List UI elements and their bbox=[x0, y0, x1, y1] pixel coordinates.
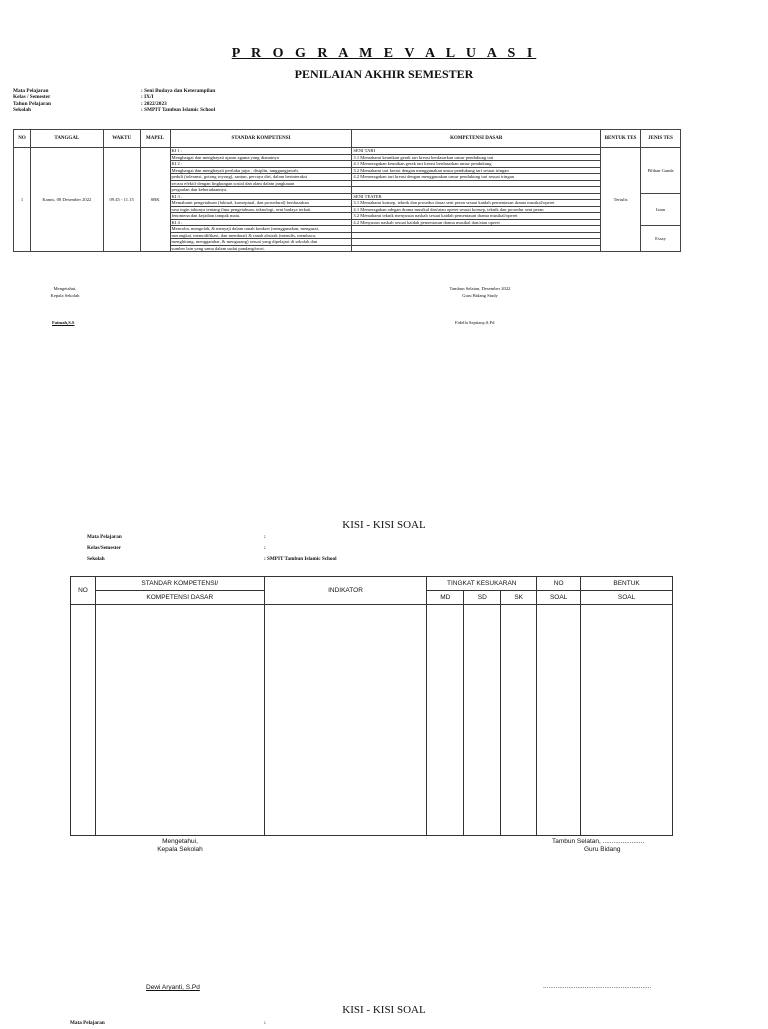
signature-right-line1: Tambun Selatan, Desember 2022 bbox=[449, 286, 511, 291]
header-waktu: WAKTU bbox=[103, 130, 140, 148]
meta-label: Sekolah bbox=[13, 107, 31, 114]
signature-right-name: Fidella Septiany,S.Pd bbox=[455, 320, 495, 325]
kd-line: SENI TARI bbox=[352, 148, 601, 155]
cell-jenis-isian: Isian bbox=[641, 193, 681, 226]
sk-line: Mencoba, mengolah, & menyaji dalam ranah konkret (menggunakan, mengurai, bbox=[170, 226, 352, 233]
header-tanggal: TANGGAL bbox=[30, 130, 103, 148]
header-kompetensi-dasar: KOMPETENSI DASAR bbox=[352, 130, 601, 148]
sk-line: secara efektif dengan lingkungan sosial dan alam dalam jangkauan bbox=[170, 180, 352, 187]
kisi-meta-value: : bbox=[264, 534, 266, 540]
kisi-header-md: MD bbox=[427, 591, 464, 605]
evaluation-header-row bbox=[14, 130, 681, 148]
header-standar-kompetensi: STANDAR KOMPETENSI bbox=[170, 130, 352, 148]
kd-line: 4.2 Menyusun naskah sesuai kaidah pementasan drama musikal dan/atau operet bbox=[352, 219, 601, 226]
kisi-signature-left-line2: Kepala Sekolah bbox=[157, 846, 203, 853]
sk-line: Menghargai dan menghayati perilaku jujur , disiplin, tanggungjawab, bbox=[170, 167, 352, 174]
sk-line: Memahami pengetahuan (faktual, konseptual, dan prosedural) berdasarkan bbox=[170, 200, 352, 207]
kd-line: 3.2 Memahami teknik menyusun naskah sesuai kaidah pementasan drama musikal/operet bbox=[352, 213, 601, 220]
kd-line: 4.2 Memeragakan tari kreasi dengan menggunakan unsur pendukung tari sesuai iringan bbox=[352, 174, 601, 181]
kd-line: 4.1 Memeragakan keunikan gerak tari kreasi berdasarkan unsur pendukung bbox=[352, 161, 601, 168]
kisi-header-no: NO bbox=[71, 577, 96, 605]
kisi-title: KISI - KISI SOAL bbox=[342, 519, 426, 531]
kd-line: 4.1 Memeragakan adegan drama musikal dan/atau operet sesuai konsep, teknik dan prosedur seni peran bbox=[352, 206, 601, 213]
kisi-meta-2-label: Mata Pelajaran bbox=[70, 1020, 105, 1026]
signature-right-line2: Guru Bidang Study bbox=[462, 293, 498, 298]
kisi-header-no-soal1: NO bbox=[537, 577, 581, 591]
signature-right bbox=[420, 285, 540, 299]
kisi-empty-row bbox=[71, 605, 673, 836]
page-title: P R O G R A M E V A L U A S I bbox=[231, 46, 537, 61]
kisi-meta-value: : SMPIT Tambun Islamic School bbox=[264, 556, 337, 562]
kisi-signature-right-line1: Tambun Selatan, ....................... bbox=[552, 838, 645, 845]
kisi-meta-label: Sekolah bbox=[87, 556, 105, 562]
kisi-signature-left-name: Dewi Aryanti, S.Pd bbox=[146, 984, 200, 991]
cell-no: 1 bbox=[14, 148, 31, 252]
kisi-header-indikator: INDIKATOR bbox=[264, 577, 427, 605]
signature-left-line2: Kepala Sekolah bbox=[50, 293, 80, 298]
kisi-header-sd: SD bbox=[464, 591, 501, 605]
header-no: NO bbox=[14, 130, 31, 148]
sk-line: sumber lain yang sama dalam sudut pandang/teori. bbox=[170, 245, 352, 252]
kisi-table bbox=[70, 576, 673, 836]
cell-mapel: SBK bbox=[140, 148, 170, 252]
meta-label: Mata Pelajaran bbox=[13, 88, 49, 94]
sk-line: Menghargai dan menghayati ajaran agama yang dianutnya bbox=[170, 154, 352, 161]
sk-line: menghitung, menggambar, & mengarang) sesuai yang dipelajari di sekolah dan bbox=[170, 239, 352, 246]
kisi-signature-right bbox=[552, 838, 672, 854]
kisi-header-sk: SK bbox=[501, 591, 537, 605]
cell-jenis-essay: Essay bbox=[641, 226, 681, 252]
meta-value: : IX/I bbox=[141, 94, 154, 101]
meta-value: : Seni Budaya dan Keterampilan bbox=[141, 88, 216, 94]
meta-label: Kelas / Semester bbox=[13, 94, 51, 101]
kisi-signature-right-name: ............................................................ bbox=[543, 983, 652, 990]
sk-line: fenomena dan kejadian tampak mata. bbox=[170, 213, 352, 220]
signature-left bbox=[30, 285, 100, 299]
sk-line: KI 3 : bbox=[170, 193, 352, 200]
kd-line: 3.1 Memahami konsep, teknik dan prosedur dasar seni peran sesuai kaidah pementasan drama musikal/operet bbox=[352, 200, 601, 207]
kisi-meta-block bbox=[87, 532, 337, 565]
kisi-meta-2-value: : bbox=[264, 1020, 266, 1026]
kisi-header-sk2: KOMPETENSI DASAR bbox=[95, 591, 264, 605]
kisi-meta-label: Kelas/Semester bbox=[87, 545, 121, 551]
header-jenis-tes: JENIS TES bbox=[641, 130, 681, 148]
sk-line: merangkai, memodifikasi, dan membuat) & ranah abstrak (menulis, membaca, bbox=[170, 232, 352, 239]
kd-line: SENI TEATER bbox=[352, 193, 601, 200]
sk-line: pergaulan dan keberadaannya. bbox=[170, 187, 352, 194]
header-mapel: MAPEL bbox=[140, 130, 170, 148]
signature-left-name: Faimah,S.S bbox=[52, 320, 75, 325]
sk-line: rasa ingin tahunya tentang ilmu pengetahuan, teknologi, seni budaya terkait bbox=[170, 206, 352, 213]
kisi-header-bentuk1: BENTUK bbox=[581, 577, 673, 591]
cell-bentuk-tes: Tertulis bbox=[601, 148, 641, 252]
sk-line: KI 2 : bbox=[170, 161, 352, 168]
kd-line: 3.1 Memahami keunikan gerak tari kreasi berdasarkan unsur pendukung tari bbox=[352, 154, 601, 161]
kisi-signature-left-line1: Mengetahui, bbox=[162, 838, 198, 845]
meta-block bbox=[13, 88, 215, 114]
page-subtitle: PENILAIAN AKHIR SEMESTER bbox=[294, 67, 474, 81]
cell-tanggal: Kamis, 08 Desember 2022 bbox=[30, 148, 103, 252]
kisi-meta-value: : bbox=[264, 545, 266, 551]
kisi-meta-label: Mata Pelajaran bbox=[87, 534, 122, 540]
signature-left-line1: Mengetahui, bbox=[53, 286, 77, 291]
kisi-header-tingkat: TINGKAT KESUKARAN bbox=[427, 577, 537, 591]
kisi-signature-left bbox=[140, 838, 220, 854]
meta-value: : SMPIT Tambun Islamic School bbox=[141, 107, 216, 114]
kisi-header-no-soal2: SOAL bbox=[537, 591, 581, 605]
evaluation-table bbox=[13, 129, 681, 252]
sk-line: peduli (toleransi, gotong royong), santun, percaya diri, dalam berinteraksi bbox=[170, 174, 352, 181]
kd-line: 3.2 Memahami tari kreasi dengan menggunakan unsur pendukung tari sesuai iringan bbox=[352, 167, 601, 174]
meta-label: Tahun Pelajaran bbox=[13, 100, 51, 107]
meta-value: : 2022/2023 bbox=[141, 100, 167, 107]
kisi-signature-right-line2: Guru Bidang bbox=[584, 846, 621, 853]
kisi-title-2: KISI - KISI SOAL bbox=[342, 1004, 426, 1016]
cell-waktu: 09.45 - 11.15 bbox=[103, 148, 140, 252]
header-bentuk-tes: BENTUK TES bbox=[601, 130, 641, 148]
sk-line: KI 1 : bbox=[170, 148, 352, 155]
kisi-header-bentuk2: SOAL bbox=[581, 591, 673, 605]
kd-line bbox=[352, 245, 601, 252]
kisi-header-sk1: STANDAR KOMPETENSI/ bbox=[95, 577, 264, 591]
cell-jenis-pilihan-ganda: Pilihan Ganda bbox=[641, 148, 681, 194]
sk-line: KI 4 : bbox=[170, 219, 352, 226]
